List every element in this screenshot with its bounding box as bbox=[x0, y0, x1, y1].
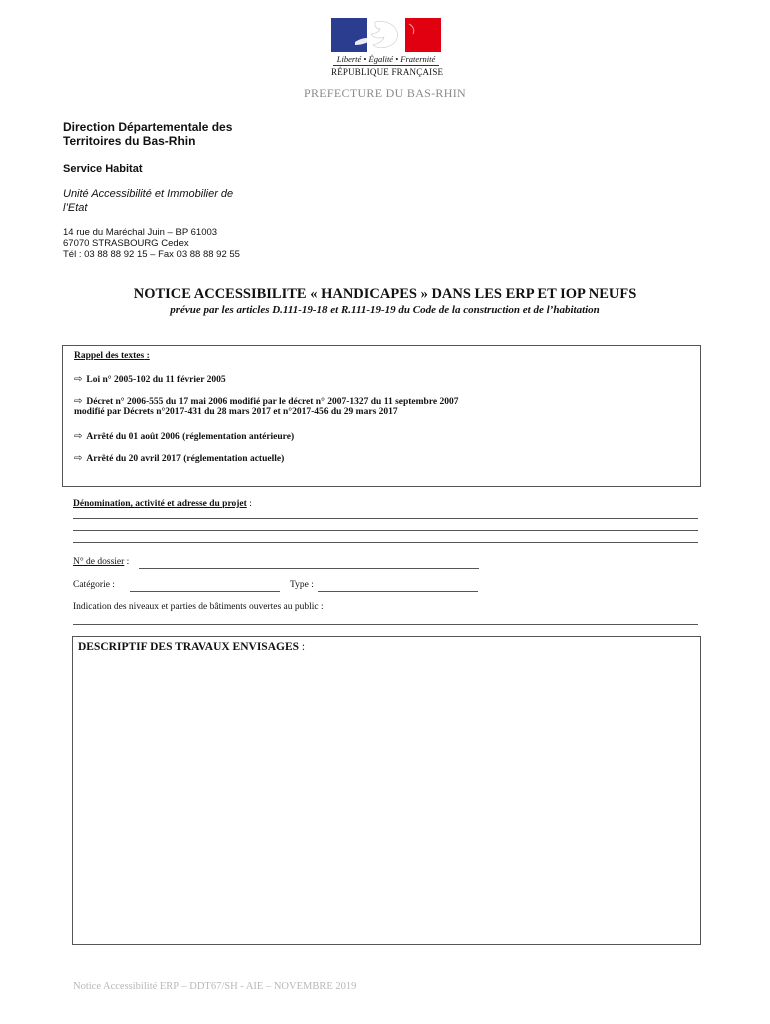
denomination-colon: : bbox=[246, 499, 252, 509]
unite-line-1: Unité Accessibilité et Immobilier de bbox=[63, 188, 234, 200]
marianne-logo bbox=[331, 18, 444, 78]
document-subtitle: prévue par les articles D.111-19-18 et R.111-19-19 du Code de la construction et de l’habitation bbox=[170, 304, 600, 316]
type-label: Type : bbox=[290, 580, 314, 590]
dossier-field-line[interactable] bbox=[139, 568, 479, 569]
denomination-line-3[interactable] bbox=[73, 542, 698, 543]
rappel-item-text: Loi n° 2005-102 du 11 février 2005 bbox=[86, 375, 226, 385]
denomination-label bbox=[73, 499, 252, 509]
rappel-des-textes-box bbox=[62, 345, 701, 487]
logo-motto: Liberté • Égalité • Fraternité bbox=[336, 54, 436, 64]
descriptif-title-text: DESCRIPTIF DES TRAVAUX ENVISAGES bbox=[78, 641, 300, 653]
denomination-line-2[interactable] bbox=[73, 530, 698, 531]
service-name: Service Habitat bbox=[63, 163, 143, 175]
republique-francaise-flag-icon bbox=[331, 18, 441, 52]
arrow-right-icon: ⇨ bbox=[74, 374, 83, 385]
niveaux-field-line[interactable] bbox=[73, 624, 698, 625]
categorie-label: Catégorie : bbox=[73, 580, 115, 590]
rappel-item-text: Arrêté du 01 août 2006 (réglementation antérieure) bbox=[86, 432, 295, 442]
unite-name bbox=[63, 187, 273, 215]
dossier-colon: : bbox=[124, 557, 130, 567]
categorie-field-line[interactable] bbox=[130, 591, 280, 592]
type-field-line[interactable] bbox=[318, 591, 478, 592]
direction-line-1: Direction Départementale des bbox=[63, 120, 233, 134]
descriptif-travaux-box[interactable] bbox=[72, 636, 701, 945]
address-line-3: Tél : 03 88 88 92 15 – Fax 03 88 88 92 55 bbox=[63, 249, 240, 260]
logo-divider bbox=[333, 65, 439, 66]
descriptif-title bbox=[78, 641, 305, 653]
rappel-heading-colon: : bbox=[144, 351, 150, 361]
rappel-item-text: Décret n° 2006-555 du 17 mai 2006 modifié par le décret n° 2007-1327 du 11 septembre 2007 bbox=[86, 397, 459, 407]
arrow-right-icon: ⇨ bbox=[74, 396, 83, 407]
document-title: NOTICE ACCESSIBILITE « HANDICAPES » DANS LES ERP ET IOP NEUFS bbox=[133, 286, 637, 302]
address-line-2: 67070 STRASBOURG Cedex bbox=[63, 238, 189, 249]
direction-name bbox=[63, 120, 283, 148]
direction-line-2: Territoires du Bas-Rhin bbox=[63, 134, 196, 148]
rappel-item-text: Arrêté du 20 avril 2017 (réglementation actuelle) bbox=[86, 454, 285, 464]
denomination-line-1[interactable] bbox=[73, 518, 698, 519]
unite-line-2: l’Etat bbox=[63, 202, 88, 214]
niveaux-label: Indication des niveaux et parties de bâtiments ouvertes au public : bbox=[73, 602, 324, 612]
rappel-item-decret bbox=[74, 396, 458, 407]
descriptif-colon: : bbox=[299, 641, 306, 653]
page-footer: Notice Accessibilité ERP – DDT67/SH - AIE – NOVEMBRE 2019 bbox=[73, 981, 357, 992]
prefecture-heading: PREFECTURE DU BAS-RHIN bbox=[304, 86, 466, 100]
rappel-item-decret-continuation: modifié par Décrets n°2017-431 du 28 mars 2017 et n°2017-456 du 29 mars 2017 bbox=[74, 407, 398, 417]
address-line-1: 14 rue du Maréchal Juin – BP 61003 bbox=[63, 227, 218, 238]
arrow-right-icon: ⇨ bbox=[74, 453, 83, 464]
logo-republic-text: RÉPUBLIQUE FRANÇAISE bbox=[331, 67, 444, 77]
dossier-label-text: N° de dossier bbox=[73, 557, 125, 567]
sender-address bbox=[63, 227, 240, 260]
rappel-item-arrete-2006 bbox=[74, 431, 294, 442]
rappel-heading bbox=[74, 351, 150, 361]
rappel-item-loi bbox=[74, 374, 226, 385]
dossier-label bbox=[73, 557, 129, 567]
arrow-right-icon: ⇨ bbox=[74, 431, 83, 442]
denomination-label-text: Dénomination, activité et adresse du projet bbox=[73, 499, 247, 509]
rappel-heading-text: Rappel des textes bbox=[74, 351, 145, 361]
rappel-item-arrete-2017 bbox=[74, 453, 284, 464]
